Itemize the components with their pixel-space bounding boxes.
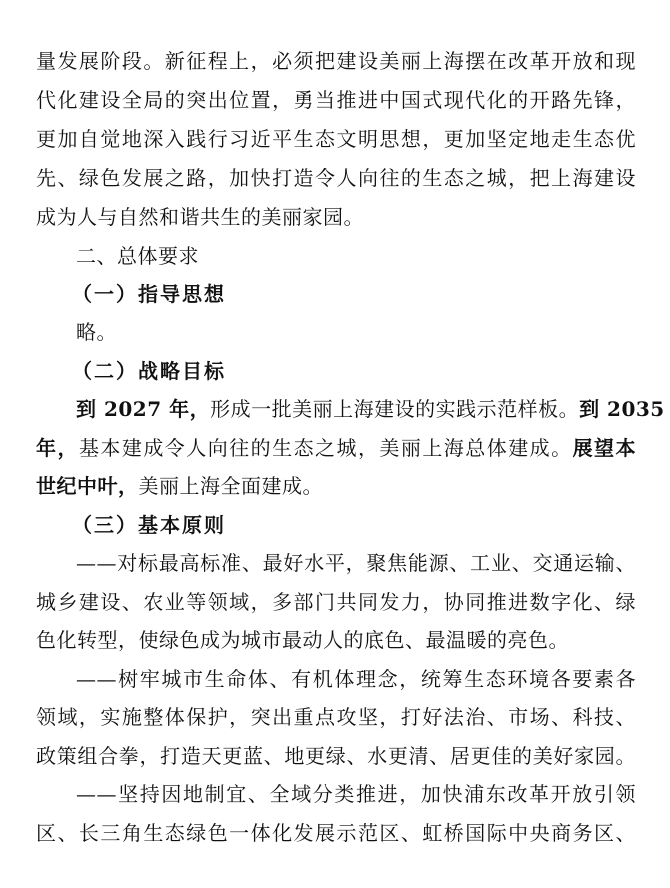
paragraph-line: 先、绿色发展之路，加快打造令人向往的生态之城，把上海建设 xyxy=(36,166,636,190)
principle-line: 领域，实施整体保护，突出重点攻坚，打好法治、市场、科技、 xyxy=(36,705,636,729)
goal-emphasis: 展望本 xyxy=(572,436,637,460)
principle-line: 色化转型，使绿色成为城市最动人的底色、最温暖的亮色。 xyxy=(36,628,569,652)
goal-emphasis: 世纪中叶， xyxy=(36,474,139,498)
paragraph-line: 更加自觉地深入践行习近平生态文明思想，更加坚定地走生态优 xyxy=(36,127,636,151)
principle-line: 政策组合拳，打造天更蓝、地更绿、水更清、居更佳的美好家园。 xyxy=(36,744,636,768)
principle-line: ——树牢城市生命体、有机体理念，统筹生态环境各要素各 xyxy=(76,667,636,691)
goal-emphasis: 到 2027 年， xyxy=(76,397,211,421)
goal-text: 形成一批美丽上海建设的实践示范样板。 xyxy=(210,397,580,421)
principle-line: ——坚持因地制宜、全域分类推进，加快浦东改革开放引领 xyxy=(76,782,636,806)
goal-line xyxy=(36,428,636,468)
paragraph-line: 略。 xyxy=(76,320,117,344)
paragraph-line: 量发展阶段。新征程上，必须把建设美丽上海摆在改革开放和现 xyxy=(36,49,636,73)
subsection-heading: （三）基本原则 xyxy=(72,513,226,537)
goal-text: 美丽上海全面建成。 xyxy=(138,474,323,498)
paragraph-line: 成为人与自然和谐共生的美丽家园。 xyxy=(36,205,364,229)
subsection-heading: （一）指导思想 xyxy=(72,282,226,306)
goal-line xyxy=(36,466,636,506)
goal-emphasis: 到 2035 xyxy=(579,397,665,421)
section-heading: 二、总体要求 xyxy=(76,244,199,268)
goal-emphasis: 年， xyxy=(36,436,79,460)
goal-text: 基本建成令人向往的生态之城，美丽上海总体建成。 xyxy=(78,436,573,460)
paragraph-line: 代化建设全局的突出位置，勇当推进中国式现代化的开路先锋， xyxy=(36,88,636,112)
goal-line xyxy=(76,389,665,429)
principle-line: 城乡建设、农业等领域，多部门共同发力，协同推进数字化、绿 xyxy=(36,590,636,614)
principle-line: ——对标最高标准、最好水平，聚焦能源、工业、交通运输、 xyxy=(76,551,636,575)
principle-line: 区、长三角生态绿色一体化发展示范区、虹桥国际中央商务区、 xyxy=(36,821,636,845)
subsection-heading: （二）战略目标 xyxy=(72,359,226,383)
